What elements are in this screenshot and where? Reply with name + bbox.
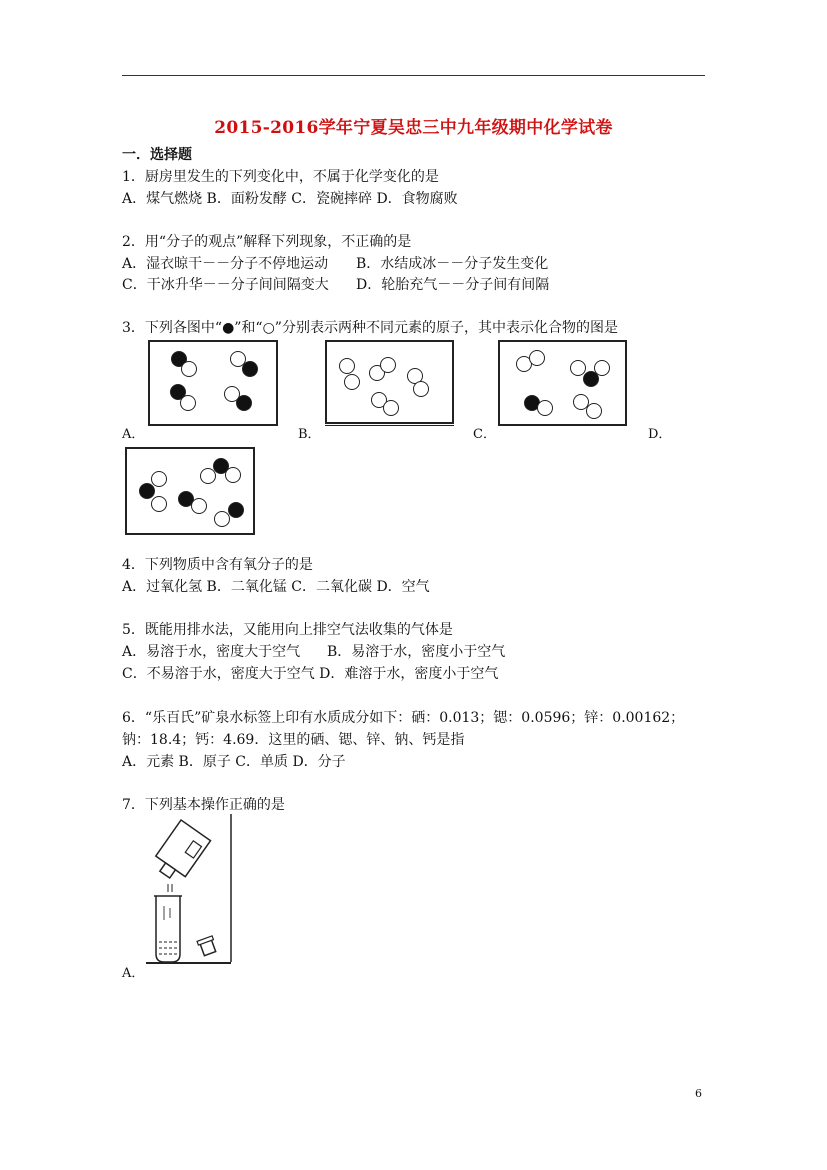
q4-stem: 4．下列物质中含有氧分子的是: [122, 557, 313, 573]
white-atom: [214, 511, 230, 527]
q3-diagram-b: [325, 340, 454, 424]
white-atom: [383, 400, 399, 416]
header-rule: [122, 75, 705, 76]
q5-option-b: B．易溶于水，密度小于空气: [327, 644, 506, 660]
pouring-illustration: [142, 812, 242, 967]
q2-option-c: C．干冰升华－－分子间间隔变大: [122, 277, 329, 293]
black-atom: [228, 502, 244, 518]
q5-stem: 5．既能用排水法，又能用向上排空气法收集的气体是: [122, 622, 453, 638]
white-atom: [344, 374, 360, 390]
q1-options: A．煤气燃烧 B．面粉发酵 C．瓷碗摔碎 D．食物腐败: [122, 191, 458, 207]
q3-diagram-c: [498, 340, 627, 426]
white-atom: [225, 467, 241, 483]
black-atom: [242, 361, 258, 377]
white-atom: [339, 358, 355, 374]
q6-options: A．元素 B．原子 C．单质 D．分子: [122, 754, 346, 770]
q3-stem: 3．下列各图中“●”和“○”分别表示两种不同元素的原子，其中表示化合物的图是: [122, 320, 618, 336]
q6-line1: 6．“乐百氏”矿泉水标签上印有水质成分如下：硒：0.013；锶：0.0596；锌：0.00162；: [122, 710, 685, 726]
section-heading: 一．选择题: [122, 147, 192, 163]
q3-diagram-a: [148, 340, 278, 426]
q6-line2: 钠：18.4；钙：4.69．这里的硒、锶、锌、钠、钙是指: [122, 732, 465, 748]
white-atom: [151, 496, 167, 512]
q4-options: A．过氧化氢 B．二氧化锰 C．二氧化碳 D．空气: [122, 579, 430, 595]
q7-stem: 7．下列基本操作正确的是: [122, 797, 285, 813]
page-number: 6: [695, 1087, 702, 1100]
white-atom: [380, 357, 396, 373]
q2-stem: 2．用“分子的观点”解释下列现象，不正确的是: [122, 234, 412, 250]
q5-options-cd: C．不易溶于水，密度大于空气 D．难溶于水，密度小于空气: [122, 666, 499, 682]
q3-label-a: A．: [122, 427, 145, 442]
white-atom: [191, 498, 207, 514]
black-atom: [583, 371, 599, 387]
black-atom: [236, 395, 252, 411]
white-atom: [151, 471, 167, 487]
white-atom: [181, 361, 197, 377]
q2-option-a: A．湿衣晾干－－分子不停地运动: [122, 256, 329, 272]
white-atom: [529, 350, 545, 366]
q5-option-a: A．易溶于水，密度大于空气: [122, 644, 301, 660]
q7-label-a: A．: [122, 966, 145, 981]
q3-label-d: D．: [648, 427, 672, 442]
black-atom: [139, 483, 155, 499]
diagram-b-base-line: [325, 425, 454, 426]
page-title: 2015-2016学年宁夏吴忠三中九年级期中化学试卷: [214, 118, 613, 138]
white-atom: [586, 403, 602, 419]
q3-diagram-d: [125, 447, 255, 535]
q3-label-c: C．: [473, 427, 496, 442]
white-atom: [413, 381, 429, 397]
q2-option-d: D．轮胎充气－－分子间有间隔: [356, 277, 550, 293]
q3-label-b: B．: [298, 427, 321, 442]
white-atom: [537, 400, 553, 416]
white-atom: [180, 395, 196, 411]
q1-stem: 1．厨房里发生的下列变化中，不属于化学变化的是: [122, 169, 439, 185]
q2-option-b: B．水结成冰－－分子发生变化: [356, 256, 549, 272]
